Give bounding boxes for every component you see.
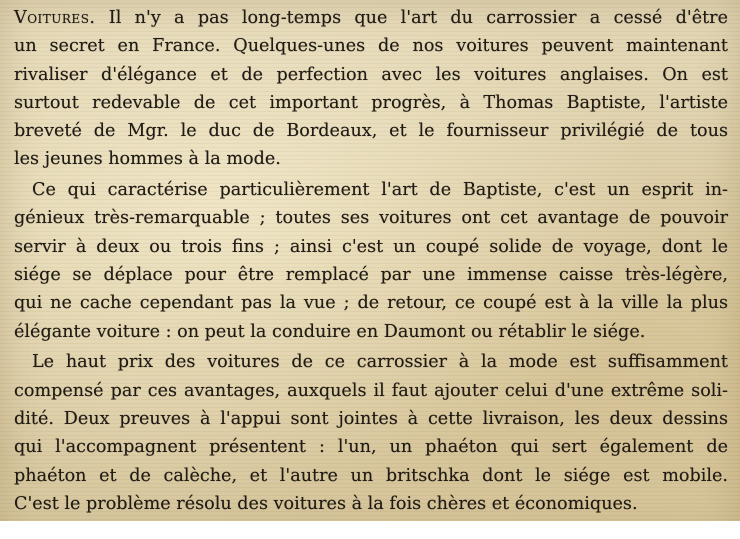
text-line: qui ne cache cependant pas la vue ; de retour, ce coupé est à la ville la plus <box>14 293 728 314</box>
text-line: qui l'accompagnent présentent : l'un, un phaéton qui sert également de <box>14 437 728 458</box>
article-text <box>14 4 728 521</box>
text-line: dité. Deux preuves à l'appui sont jointes à cette livraison, les deux dessins <box>14 408 728 429</box>
text-line: servir à deux ou trois fins ; ainsi c'est un coupé solide de voyage, dont le <box>14 236 728 257</box>
text-line: les jeunes hommes à la mode. <box>14 149 281 170</box>
text-line: rivaliser d'élégance et de perfection avec les voitures anglaises. On est <box>14 64 728 85</box>
text-line: un secret en France. Quelques-unes de nos voitures peuvent maintenant <box>14 36 728 57</box>
text-line: génieux très-remarquable ; toutes ses voitures ont cet avantage de pouvoir <box>14 208 728 229</box>
text-line: siége se déplace pour être remplacé par une immense caisse très-légère, <box>14 265 728 286</box>
paragraph-baptiste <box>14 176 728 346</box>
text-line <box>14 4 728 32</box>
text-line: Ce qui caractérise particulièrement l'art de Baptiste, c'est un esprit in- <box>32 180 728 201</box>
paragraph-voitures <box>14 4 728 174</box>
text-line: breveté de Mgr. le duc de Bordeaux, et le fournisseur privilégié de tous <box>14 121 728 142</box>
lead-word: Voitures. <box>14 8 96 28</box>
paragraph-prix <box>14 348 728 518</box>
text-line: C'est le problème résolu des voitures à la fois chères et économiques. <box>14 493 638 514</box>
text-line: phaéton et de calèche, et l'autre un britschka dont le siége est mobile. <box>14 465 728 486</box>
text-line: Le haut prix des voitures de ce carrossier à la mode est suffisamment <box>32 352 728 373</box>
line-text: Il n'y a pas long-temps que l'art du carrossier a cessé d'être <box>95 8 728 28</box>
text-line: élégante voiture : on peut la conduire en Daumont ou rétablir le siége. <box>14 321 646 342</box>
text-line: surtout redevable de cet important progrès, à Thomas Baptiste, l'artiste <box>14 92 728 113</box>
text-line: compensé par ces avantages, auxquels il faut ajouter celui d'une extrême soli- <box>14 380 728 401</box>
